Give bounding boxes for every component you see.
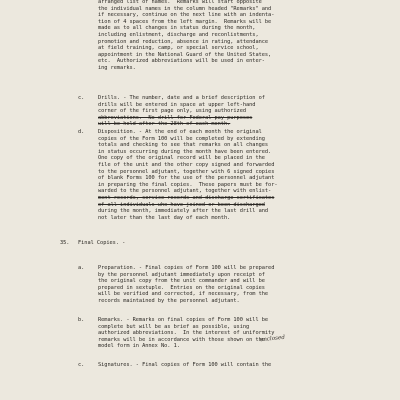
text-line: warded to the personnel adjutant, together with enlist- <box>98 188 272 195</box>
section-title: Final Copies. - <box>78 240 126 246</box>
text-line: Signatures. - Final copies of Form 100 will contain the <box>98 362 272 368</box>
text-line: at field training, camp, or special service school, <box>98 45 259 52</box>
text-line: to the personnel adjutant, together with 6 signed copies <box>98 168 275 175</box>
item-label-a: a. <box>78 265 85 271</box>
text-line: appointment in the National Guard of the United States, <box>98 51 272 58</box>
text-line: drills will be entered in space at upper left-hand <box>98 101 256 108</box>
text-line: promotion and reduction, absence in rating, attendance <box>98 38 269 45</box>
text-line: including enlistment, discharge and reconlistments, <box>98 31 259 38</box>
continued-paragraph <box>98 0 274 72</box>
item-label-b: b. <box>78 317 85 323</box>
text-line: complete but will be as brief as possible, using <box>98 323 250 330</box>
remarks-paragraph <box>98 317 274 350</box>
item-label-d: d. <box>78 129 85 135</box>
text-line: in preparing the final copies. These papers must be for- <box>98 181 278 188</box>
text-line: Disposition. - At the end of each month the original <box>98 129 262 135</box>
struck-text-line: ment records, service records and discharge certificates <box>98 194 275 201</box>
text-line: not later than the last day of each month. <box>98 214 231 221</box>
drills-paragraph <box>98 95 265 128</box>
struck-text-line: will be held after the 28th of each month. <box>98 121 231 128</box>
text-line: during the month, immediately after the last drill and <box>98 208 269 215</box>
text-line: of blank Forms 100 for the use of the personnel adjutant <box>98 175 275 182</box>
disposition-paragraph <box>98 129 278 221</box>
text-line: arranged list of names. Remarks will start opposite <box>98 0 262 5</box>
text-line: remarks will be in accordance with those shown on the <box>98 336 265 343</box>
text-line: prepared in sextuple. Entries on the original copies <box>98 284 265 291</box>
struck-text-line: of all individuals who have joined or been discharged <box>98 201 265 208</box>
text-line: records maintained by the personnel adjutant. <box>98 297 240 304</box>
text-line: etc. Authorized abbreviations will be used in enter- <box>98 58 265 65</box>
text-line: totals and checking to see that remarks on all changes <box>98 142 269 149</box>
text-line: Preparation. - Final copies of Form 100 will be prepared <box>98 265 275 271</box>
text-line: the original copy from the unit commander and will be <box>98 278 265 285</box>
item-label-c2: c. <box>78 362 85 368</box>
text-line: will be verified and corrected, if necessary, from the <box>98 291 269 298</box>
text-line: authorized abbreviations. In the interest of uniformity <box>98 330 275 337</box>
signatures-paragraph <box>98 362 271 369</box>
text-line: ing remarks. <box>98 64 136 71</box>
text-line: Remarks. - Remarks on final copies of Form 100 will be <box>98 317 269 323</box>
text-line: Drills. - The number, date and a brief description of <box>98 95 265 101</box>
handwritten-annotation: enclosed <box>259 334 286 344</box>
struck-text-line: abbreviations. No drill for Federal pay purposes <box>98 114 253 121</box>
text-line: tion of 4 spaces from the left margin. Remarks will be <box>98 18 272 25</box>
item-label-c: c. <box>78 95 85 101</box>
text-line: file of the unit and the other copy signed and forwarded <box>98 161 275 168</box>
preparation-paragraph <box>98 265 274 305</box>
text-line: in status occurring during the month have been entered. <box>98 148 272 155</box>
text-line: One copy of the original record will be placed in the <box>98 155 265 162</box>
text-line: model form in Annex No. 1. <box>98 343 180 350</box>
text-line: copies of the Form 100 will be completed by extending <box>98 135 265 142</box>
text-line: the individual names in the column headed "Remarks" and <box>98 5 272 12</box>
text-line: corner of the first page only, using authorized <box>98 108 247 115</box>
text-line: made as to all changes in status during the month, <box>98 25 256 32</box>
text-line: by the personnel adjutant immediately upon receipt of <box>98 271 265 278</box>
text-line: if necessary, continue on the next line with an indenta- <box>98 12 275 19</box>
section-number: 35. <box>60 240 70 246</box>
